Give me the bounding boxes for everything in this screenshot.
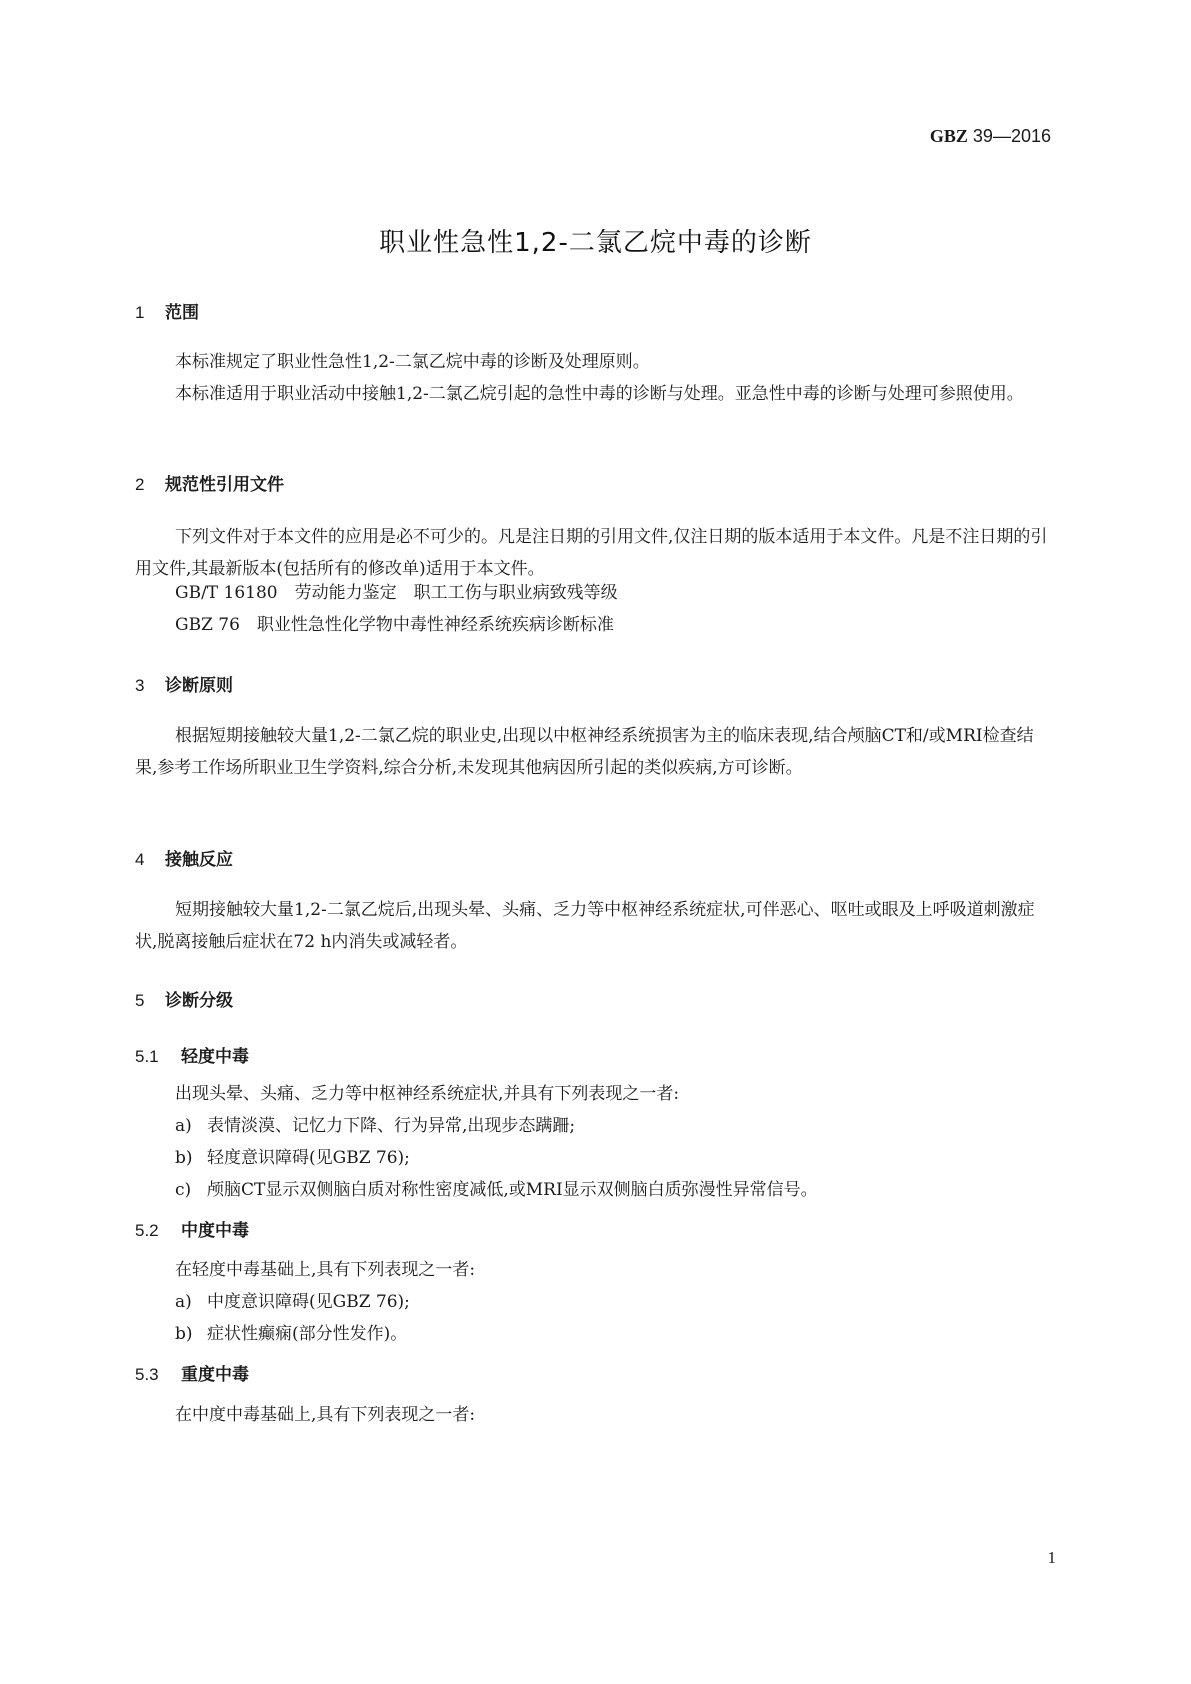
- reference-item: GB/T 16180 劳动能力鉴定 职工工伤与职业病致残等级: [175, 583, 618, 603]
- section-title: 范围: [165, 303, 199, 323]
- section-number: 3: [135, 676, 145, 695]
- list-item: [175, 1110, 575, 1142]
- list-text: 颅脑CT显示双侧脑白质对称性密度减低,或MRI显示双侧脑白质弥漫性异常信号。: [207, 1180, 818, 1200]
- list-text: 表情淡漠、记忆力下降、行为异常,出现步态蹒跚;: [207, 1116, 576, 1136]
- section-4-paragraph-1: 短期接触较大量1,2-二氯乙烷后,出现头晕、头痛、乏力等中枢神经系统症状,可伴恶心、呕吐或眼及上呼吸道刺激症状,脱离接触后症状在72 h内消失或减轻者。: [135, 900, 1035, 952]
- section-title: 规范性引用文件: [165, 475, 284, 495]
- list-item: [175, 1174, 818, 1206]
- section-title: 轻度中毒: [181, 1047, 249, 1067]
- section-title: 诊断原则: [165, 676, 233, 696]
- section-number: 5.3: [135, 1365, 159, 1384]
- list-label: a): [175, 1116, 192, 1136]
- section-5-1-intro: 出现头晕、头痛、乏力等中枢神经系统症状,并具有下列表现之一者:: [175, 1084, 680, 1104]
- reference-item: GBZ 76 职业性急性化学物中毒性神经系统疾病诊断标准: [175, 615, 614, 635]
- list-item: [175, 1318, 407, 1350]
- section-title: 接触反应: [165, 850, 233, 870]
- section-3-heading: [135, 671, 233, 696]
- standard-code: 39—2016: [972, 126, 1051, 146]
- section-title: 中度中毒: [181, 1221, 249, 1241]
- section-title: 重度中毒: [181, 1365, 249, 1385]
- section-number: 4: [135, 850, 145, 869]
- section-2-paragraph-1: 下列文件对于本文件的应用是必不可少的。凡是注日期的引用文件,仅注日期的版本适用于本文件。凡是不注日期的引用文件,其最新版本(包括所有的修改单)适用于本文件。: [135, 527, 1048, 579]
- section-3-paragraph-1: 根据短期接触较大量1,2-二氯乙烷的职业史,出现以中枢神经系统损害为主的临床表现,结合颅脑CT和/或MRI检查结果,参考工作场所职业卫生学资料,综合分析,未发现其他病因所引起的类似疾病,方可诊断。: [135, 726, 1034, 778]
- section-5-1-heading: [135, 1042, 249, 1067]
- section-number: 5: [135, 991, 145, 1010]
- list-label: a): [175, 1292, 192, 1312]
- section-4-heading: [135, 845, 233, 870]
- document-title: 职业性急性1,2-二氯乙烷中毒的诊断: [379, 228, 812, 258]
- section-number: 2: [135, 475, 145, 494]
- section-number: 1: [135, 303, 145, 322]
- page-number: 1: [1047, 1548, 1056, 1567]
- standard-number: [930, 126, 1051, 147]
- section-number: 5.1: [135, 1047, 159, 1066]
- list-item: [175, 1142, 410, 1174]
- section-5-heading: [135, 986, 233, 1011]
- list-item: [175, 1286, 410, 1318]
- standard-prefix: GBZ: [929, 126, 968, 146]
- section-1-paragraph-2: 本标准适用于职业活动中接触1,2-二氯乙烷引起的急性中毒的诊断与处理。亚急性中毒的诊断与处理可参照使用。: [175, 384, 1024, 404]
- list-label: b): [175, 1148, 193, 1168]
- list-label: b): [175, 1324, 193, 1344]
- section-1-paragraph-1: 本标准规定了职业性急性1,2-二氯乙烷中毒的诊断及处理原则。: [175, 352, 650, 372]
- list-text: 中度意识障碍(见GBZ 76);: [207, 1292, 410, 1312]
- list-text: 轻度意识障碍(见GBZ 76);: [207, 1148, 410, 1168]
- list-text: 症状性癫痫(部分性发作)。: [207, 1324, 408, 1344]
- section-5-3-intro: 在中度中毒基础上,具有下列表现之一者:: [175, 1405, 476, 1425]
- section-1-heading: [135, 298, 199, 323]
- section-2-heading: [135, 470, 284, 495]
- section-title: 诊断分级: [165, 991, 233, 1011]
- section-5-3-heading: [135, 1360, 249, 1385]
- list-label: c): [175, 1180, 192, 1200]
- section-number: 5.2: [135, 1221, 159, 1240]
- section-5-2-intro: 在轻度中毒基础上,具有下列表现之一者:: [175, 1260, 476, 1280]
- section-5-2-heading: [135, 1216, 249, 1241]
